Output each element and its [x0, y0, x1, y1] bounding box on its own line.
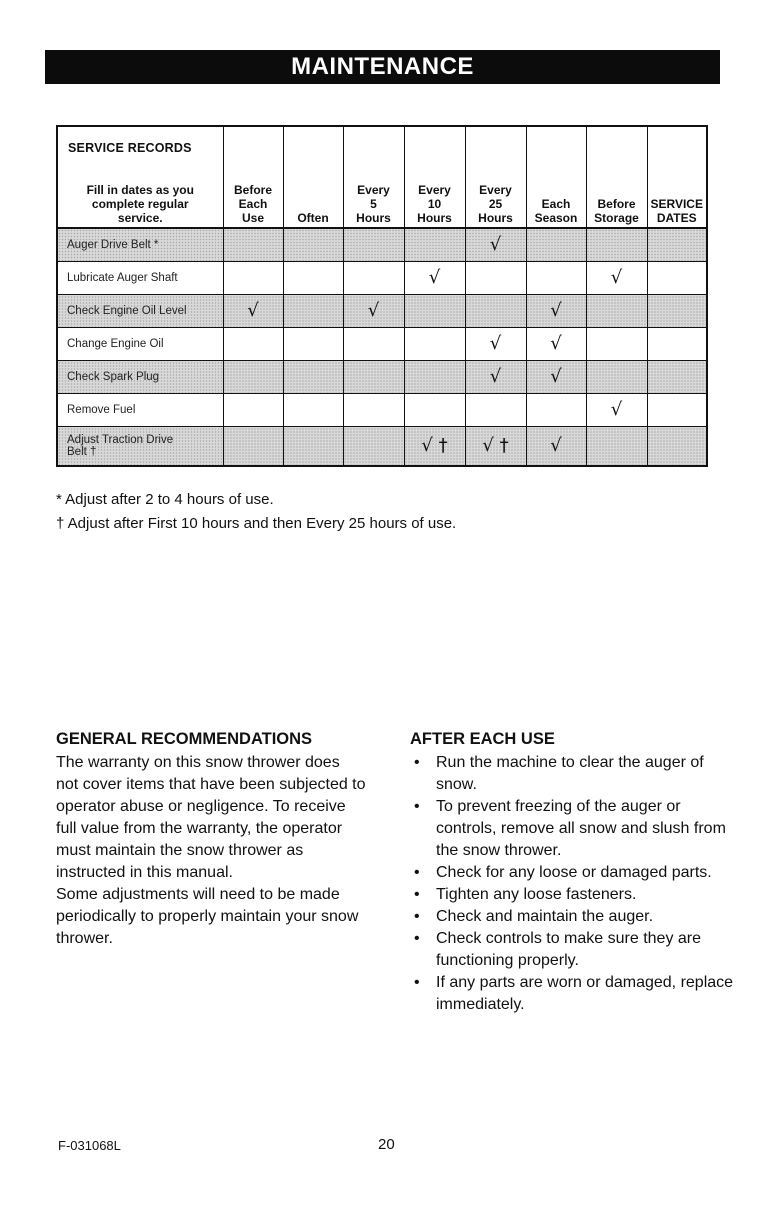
list-item: • Run the machine to clear the auger of snow.	[410, 752, 740, 796]
interval-cell	[647, 361, 707, 394]
col-header-every-10-hours: Every 10 Hours	[404, 126, 465, 228]
col-header-each-season: Each Season	[526, 126, 586, 228]
interval-cell	[404, 262, 465, 295]
table-row	[57, 262, 707, 295]
check-mark: √	[489, 234, 502, 255]
general-paragraph: Some adjustments will need to be made periodically to properly maintain your snow thrower.	[56, 886, 359, 947]
check-mark: √	[367, 300, 380, 321]
interval-cell	[283, 295, 343, 328]
interval-cell	[343, 427, 404, 467]
interval-cell	[586, 427, 647, 467]
interval-cell	[586, 394, 647, 427]
table-row	[57, 361, 707, 394]
interval-cell	[647, 328, 707, 361]
interval-cell	[404, 228, 465, 262]
list-item: • Check for any loose or damaged parts.	[410, 862, 740, 884]
interval-cell	[343, 361, 404, 394]
after-each-use-heading: AFTER EACH USE	[410, 730, 555, 748]
check-mark: √	[550, 366, 562, 387]
list-item: • Tighten any loose fasteners.	[410, 884, 740, 906]
after-each-use-section	[410, 728, 740, 1016]
table-subtitle: Fill in dates as you complete regular service.	[86, 183, 194, 225]
col-header-every-5-hours: Every 5 Hours	[343, 126, 404, 228]
task-cell: Check Engine Oil Level	[57, 295, 223, 328]
interval-cell	[283, 262, 343, 295]
interval-cell	[647, 427, 707, 467]
col-header-service-dates: SERVICE DATES	[647, 126, 707, 228]
interval-cell	[465, 228, 526, 262]
interval-cell	[647, 295, 707, 328]
interval-cell	[586, 295, 647, 328]
list-item: • To prevent freezing of the auger or controls, remove all snow and slush from the snow thrower.	[410, 796, 740, 862]
document-code: F-031068L	[58, 1138, 121, 1153]
table-header-row	[57, 126, 707, 228]
check-mark: √	[550, 435, 562, 456]
interval-cell	[526, 394, 586, 427]
check-mark: √	[428, 267, 441, 288]
interval-cell	[343, 262, 404, 295]
page-number: 20	[378, 1136, 395, 1153]
check-mark: √ †	[421, 435, 448, 456]
footnote-asterisk: * Adjust after 2 to 4 hours of use.	[56, 491, 274, 508]
list-item: • If any parts are worn or damaged, replace immediately.	[410, 972, 740, 1016]
interval-cell	[404, 361, 465, 394]
interval-cell	[343, 328, 404, 361]
interval-cell	[465, 394, 526, 427]
table-title: SERVICE RECORDS	[68, 141, 192, 155]
interval-cell	[647, 394, 707, 427]
general-recommendations-section	[56, 728, 366, 950]
task-cell: Change Engine Oil	[57, 328, 223, 361]
check-mark: √	[610, 399, 623, 420]
interval-cell	[586, 361, 647, 394]
table-row	[57, 228, 707, 262]
interval-cell	[586, 262, 647, 295]
footnote-dagger: † Adjust after First 10 hours and then Every 25 hours of use.	[56, 515, 457, 532]
check-mark: √	[489, 333, 502, 354]
interval-cell	[283, 328, 343, 361]
interval-cell	[223, 361, 283, 394]
list-item: • Check and maintain the auger.	[410, 906, 740, 928]
after-each-use-list	[410, 752, 740, 1016]
task-cell: Auger Drive Belt *	[57, 228, 223, 262]
task-cell: Lubricate Auger Shaft	[57, 262, 223, 295]
interval-cell	[465, 262, 526, 295]
general-recommendations-heading: GENERAL RECOMMENDATIONS	[56, 730, 313, 748]
interval-cell	[223, 228, 283, 262]
table-body	[57, 228, 707, 466]
list-item: • Check controls to make sure they are functioning properly.	[410, 928, 740, 972]
interval-cell	[465, 361, 526, 394]
task-cell: Adjust Traction Drive Belt †	[57, 427, 223, 467]
interval-cell	[647, 228, 707, 262]
interval-cell	[223, 394, 283, 427]
interval-cell	[283, 427, 343, 467]
interval-cell	[526, 361, 586, 394]
check-mark: √	[247, 300, 259, 321]
interval-cell	[647, 262, 707, 295]
interval-cell	[465, 328, 526, 361]
footnotes	[56, 488, 456, 536]
interval-cell	[343, 394, 404, 427]
interval-cell	[283, 361, 343, 394]
task-cell: Check Spark Plug	[57, 361, 223, 394]
interval-cell	[404, 427, 465, 467]
interval-cell	[223, 427, 283, 467]
col-header-before-storage: Before Storage	[586, 126, 647, 228]
col-header-every-25-hours: Every 25 Hours	[465, 126, 526, 228]
interval-cell	[283, 394, 343, 427]
interval-cell	[223, 295, 283, 328]
interval-cell	[586, 228, 647, 262]
interval-cell	[526, 295, 586, 328]
col-header-often: Often	[283, 126, 343, 228]
table-row	[57, 295, 707, 328]
interval-cell	[343, 228, 404, 262]
table-row	[57, 328, 707, 361]
interval-cell	[404, 394, 465, 427]
check-mark: √	[489, 366, 502, 387]
interval-cell	[404, 295, 465, 328]
interval-cell	[283, 228, 343, 262]
general-paragraph: The warranty on this snow thrower does not cover items that have been subjected to operator abuse or negligence. To receive full value from the warranty, the operator must maintain the snow thrower as instructed in this manual.	[56, 754, 366, 881]
check-mark: √	[610, 267, 623, 288]
interval-cell	[586, 328, 647, 361]
interval-cell	[465, 427, 526, 467]
interval-cell	[465, 295, 526, 328]
interval-cell	[343, 295, 404, 328]
interval-cell	[526, 262, 586, 295]
table-row	[57, 394, 707, 427]
service-records-table	[56, 125, 708, 467]
service-records-header	[57, 126, 223, 228]
page-banner: MAINTENANCE	[45, 50, 720, 84]
check-mark: √ †	[482, 435, 509, 456]
interval-cell	[404, 328, 465, 361]
table-row	[57, 427, 707, 467]
check-mark: √	[550, 300, 562, 321]
task-cell: Remove Fuel	[57, 394, 223, 427]
interval-cell	[526, 328, 586, 361]
interval-cell	[526, 427, 586, 467]
interval-cell	[526, 228, 586, 262]
interval-cell	[223, 328, 283, 361]
check-mark: √	[550, 333, 562, 354]
interval-cell	[223, 262, 283, 295]
col-header-before-each-use: Before Each Use	[223, 126, 283, 228]
